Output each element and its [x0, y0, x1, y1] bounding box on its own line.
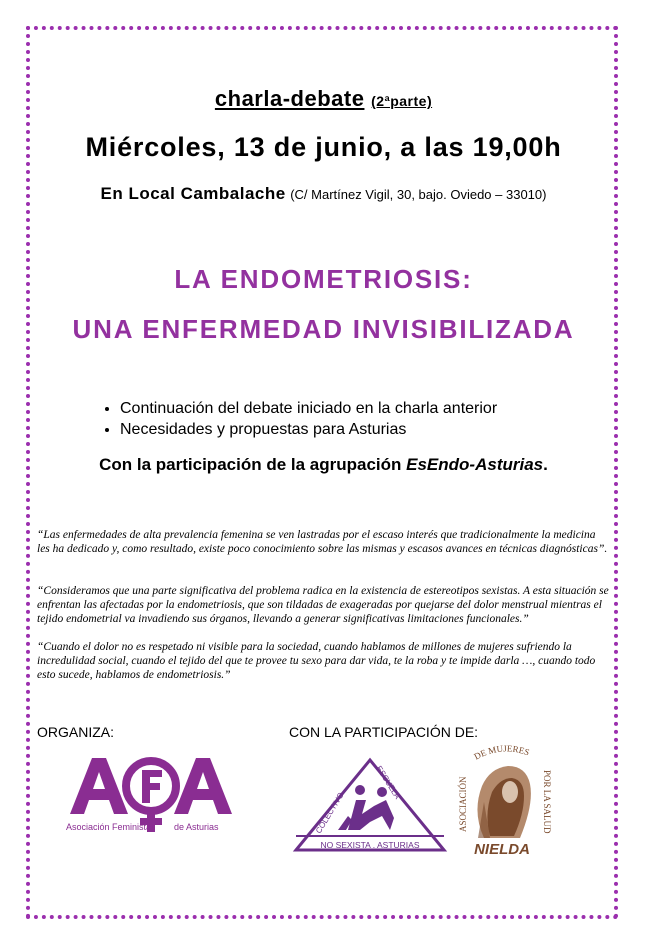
nielda-figures-icon	[477, 766, 530, 838]
participa-label: CON LA PARTICIPACIÓN DE:	[289, 724, 479, 740]
topic-list	[100, 398, 497, 440]
venue-name: En Local Cambalache	[100, 184, 286, 203]
event-type-label: charla-debate	[214, 86, 365, 111]
svg-text:ESCUELA	[374, 764, 402, 801]
colectivo-escuela-logo	[290, 756, 450, 856]
people-figures-icon	[338, 785, 394, 830]
nielda-logo	[454, 742, 552, 858]
afa-caption-right: de Asturias	[174, 822, 219, 832]
nielda-name: NIELDA	[474, 841, 530, 858]
event-part-label: (2ªparte)	[371, 93, 433, 109]
colectivo-arc-left: COLECTIVO	[314, 790, 346, 836]
list-item: • Continuación del debate iniciado en la charla anterior	[120, 398, 497, 419]
afa-caption-left: Asociación Feminista	[66, 822, 152, 832]
quote-3: “Cuando el dolor no es respetado ni visible para la sociedad, cuando hablamos de millones de mujeres sufriendo la incredulidad social, cuando el tejido del que te provee tu sexo para dar vida, te la roba y te impide darla …, cuando todo esto sucede, hablamos de endometriosis.”	[37, 641, 596, 681]
participation-suffix: .	[543, 455, 548, 474]
main-title-line-2: UNA ENFERMEDAD INVISIBILIZADA	[72, 314, 575, 344]
quote-2: “Consideramos que una parte significativa del problema radica en la existencia de estereotipos sexistas. A esta situación se enfrentan las afectadas por la endometriosis, que son tildadas de exageradas por quejarse del dolor menstrual mientras el tejido endometrial va invadiendo sus órganos, llevando a generar significativas limitaciones funcionales.”	[37, 585, 609, 625]
event-venue	[0, 184, 647, 204]
colectivo-arc-right: ESCUELA	[374, 764, 402, 801]
nielda-vertical-right: POR LA SALUD	[542, 770, 552, 834]
participation-line	[0, 455, 647, 475]
svg-text:DE MUJERES	[472, 743, 530, 761]
organiza-label: ORGANIZA:	[37, 724, 115, 740]
colectivo-bottom-text: NO SEXISTA . ASTURIAS	[320, 840, 420, 850]
afa-letter-a-left	[70, 758, 128, 814]
afa-letter-f	[142, 770, 162, 803]
nielda-arc-top: DE MUJERES	[472, 743, 531, 762]
event-type-heading	[0, 86, 647, 112]
afa-letter-a-right	[174, 758, 232, 814]
list-item: • Necesidades y propuestas para Asturias	[120, 419, 497, 440]
participation-prefix: Con la participación de la agrupación	[99, 455, 407, 474]
main-title-line-1: LA ENDOMETRIOSIS:	[174, 264, 473, 294]
event-date: Miércoles, 13 de junio, a las 19,00h	[85, 132, 562, 162]
participation-group: EsEndo-Asturias	[406, 455, 544, 474]
quote-1: “Las enfermedades de alta prevalencia femenina se ven lastradas por el escaso interés que tradicionalmente la medicina les ha dedicado y, como resultado, existe poco conocimiento sobre las mismas y escasos avances en técnicas diagnósticas”.	[37, 529, 608, 555]
nielda-vertical-left: ASOCIACIÓN	[458, 776, 468, 832]
venue-address: (C/ Martínez Vigil, 30, bajo. Oviedo – 33010)	[290, 187, 547, 202]
afa-logo	[62, 748, 252, 848]
